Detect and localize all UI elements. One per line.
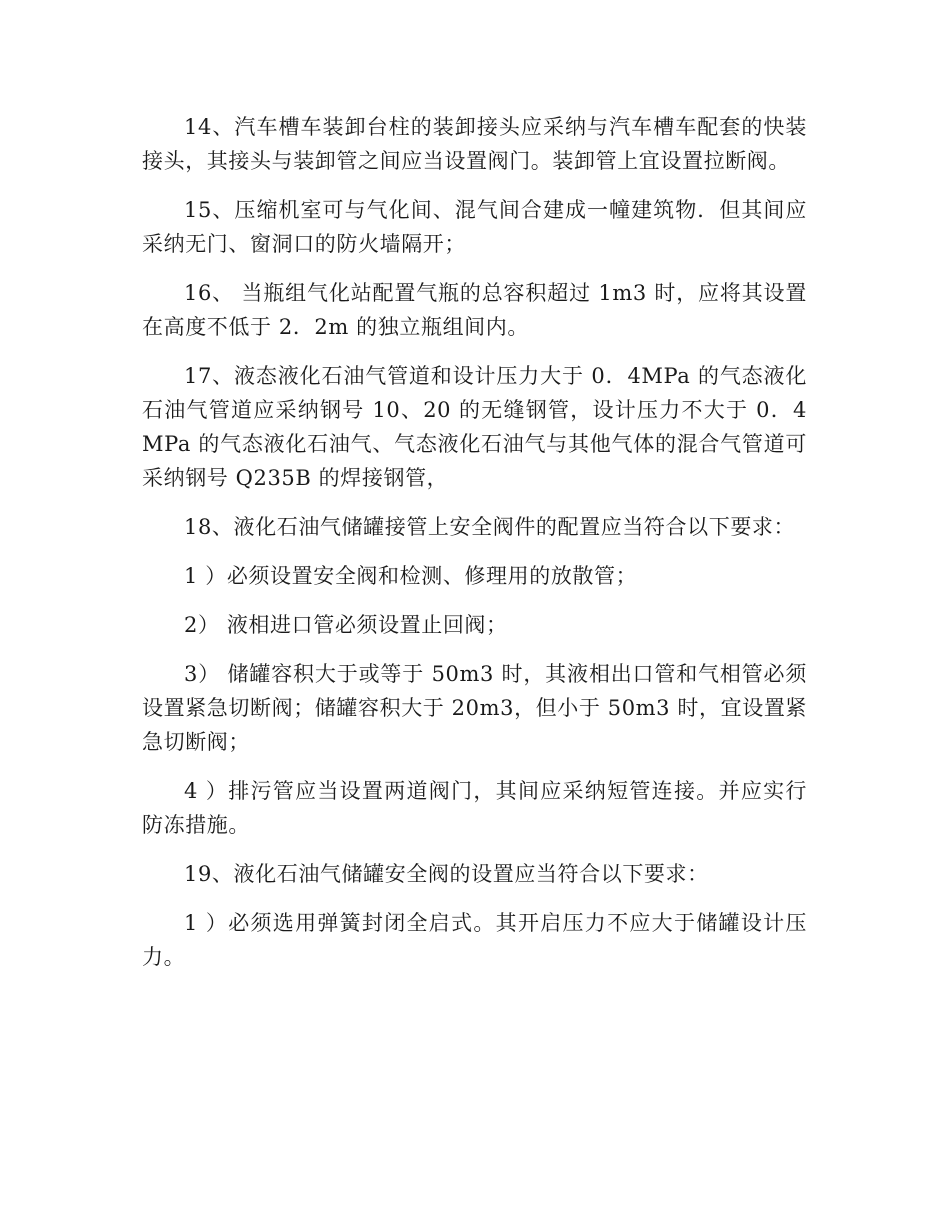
- paragraph-18-item-1: 1 ）必须设置安全阀和检测、修理用的放散管；: [184, 564, 638, 588]
- paragraph-18: 18、液化石油气储罐接管上安全阀件的配置应当符合以下要求：: [184, 515, 796, 539]
- paragraph-19-item-1: 1 ）必须选用弹簧封闭全启式。其开启压力不应大于储罐设计压力。: [142, 911, 807, 969]
- paragraph-16: 16、 当瓶组气化站配置气瓶的总容积超过 1m3 时，应将其设置在高度不低于 2．2m 的独立瓶组间内。: [142, 281, 807, 339]
- paragraph-17: 17、液态液化石油气管道和设计压力大于 0．4MPa 的气态液化石油气管道应采纳钢号 10、20 的无缝钢管，设计压力不大于 0．4MPa 的气态液化石油气、气态液化石油气与其他气体的混合气管道可采纳钢号 Q235B 的焊接钢管，: [142, 364, 807, 490]
- paragraph-14: 14、汽车槽车装卸台柱的装卸接头应采纳与汽车槽车配套的快装接头，其接头与装卸管之间应当设置阀门。装卸管上宜设置拉断阀。: [142, 115, 807, 173]
- document-body: [142, 110, 807, 989]
- paragraph-18-item-4: 4 ）排污管应当设置两道阀门，其间应采纳短管连接。并应实行防冻措施。: [142, 779, 807, 837]
- paragraph-18-item-2: 2） 液相进口管必须设置止回阀；: [184, 613, 508, 637]
- paragraph-15: 15、压缩机室可与气化间、混气间合建成一幢建筑物．但其间应采纳无门、窗洞口的防火墙隔开；: [142, 198, 807, 256]
- paragraph-18-item-3: 3） 储罐容积大于或等于 50m3 时，其液相出口管和气相管必须设置紧急切断阀；储罐容积大于 20m3，但小于 50m3 时，宜设置紧急切断阀；: [142, 662, 808, 754]
- paragraph-19: 19、液化石油气储罐安全阀的设置应当符合以下要求：: [184, 862, 709, 886]
